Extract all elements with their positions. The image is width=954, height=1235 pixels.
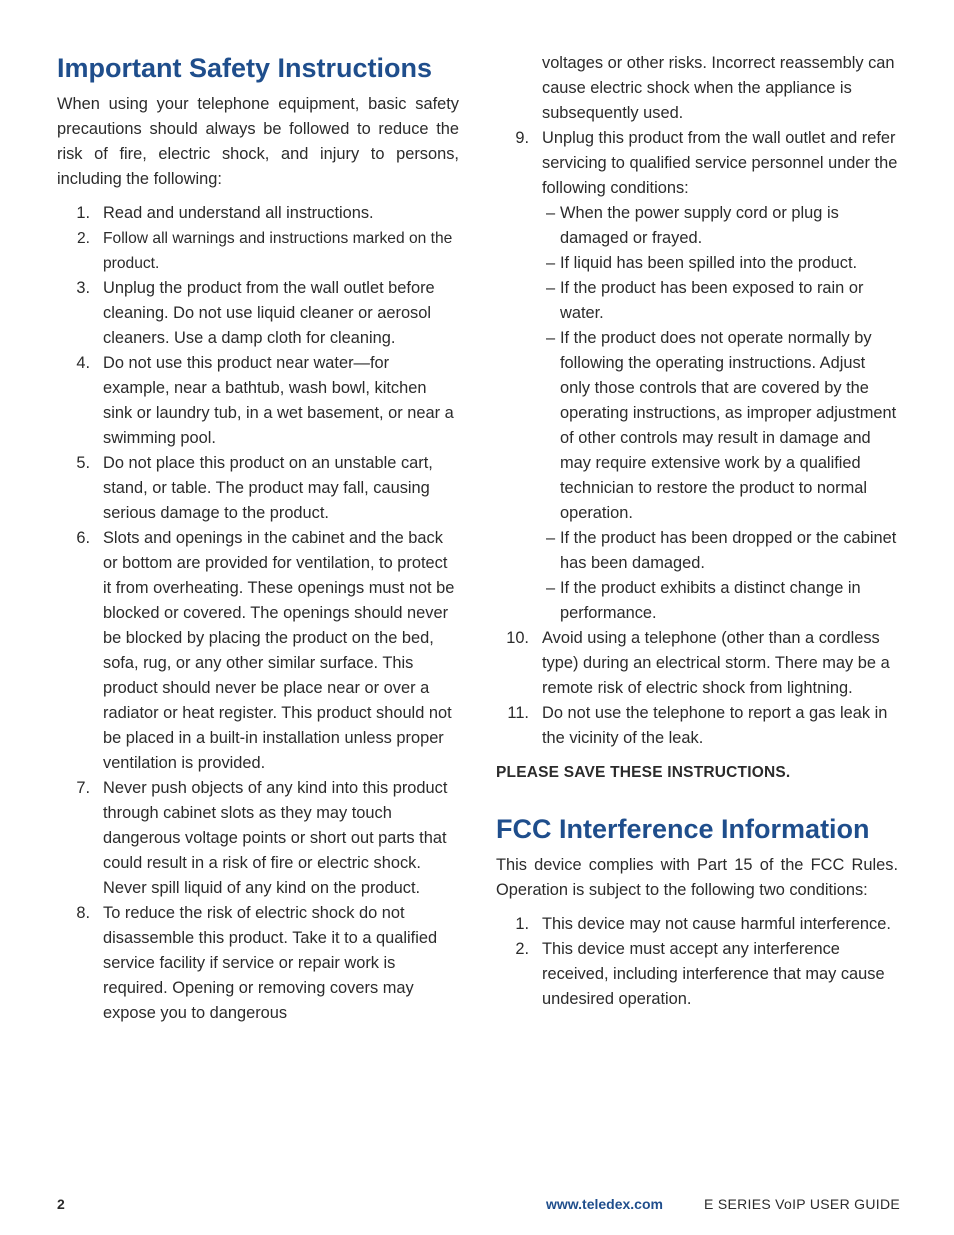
list-item: 6. Slots and openings in the cabinet and the back or bottom are provided for ventilation, to protect it from overheating. These openings must not be blocked or covered. The openings should never be blocked by placing the product on the bed, sofa, rug, or any other similar surface. This product should never be place near or over a radiator or heat register. This product should not be placed in a built-in installation unless proper ventilation is provided.: [76, 529, 455, 772]
safety-intro: When using your telephone equipment, basic safety precautions should always be followed to reduce the risk of fire, electric shock, and injury to persons, including the following:: [57, 95, 459, 188]
safety-list-left: [57, 201, 459, 1026]
left-column: [57, 0, 459, 1026]
safety-list-right: [496, 51, 898, 751]
conditions-list: [542, 201, 898, 626]
list-item: 10. Avoid using a telephone (other than a cordless type) during an electrical storm. There may be a remote risk of electric shock from lightning.: [506, 629, 890, 697]
fcc-intro: This device complies with Part 15 of the FCC Rules. Operation is subject to the following two conditions:: [496, 856, 898, 899]
list-item: 1. Read and understand all instructions.: [76, 204, 374, 222]
list-item: 4. Do not use this product near water—for example, near a bathtub, wash bowl, kitchen sink or laundry tub, in a wet basement, or near a swimming pool.: [76, 354, 454, 447]
condition-item: – If the product has been exposed to rain or water.: [546, 279, 864, 322]
condition-item: – If liquid has been spilled into the product.: [546, 254, 858, 272]
fcc-list: [496, 912, 898, 1012]
condition-item: – If the product has been dropped or the cabinet has been damaged.: [546, 529, 897, 572]
list-item: 2. Follow all warnings and instructions marked on the product.: [76, 230, 453, 272]
website-link[interactable]: www.teledex.com: [546, 1196, 663, 1212]
list-item: 3. Unplug the product from the wall outlet before cleaning. Do not use liquid cleaner or aerosol cleaners. Use a damp cloth for cleaning.: [76, 279, 435, 347]
list-item: 7. Never push objects of any kind into this product through cabinet slots as they may touch dangerous voltage points or short out parts that could result in a risk of fire or electric shock. Never spill liquid of any kind on the product.: [76, 779, 448, 897]
right-column: [496, 0, 898, 1012]
page-number: 2: [57, 1196, 65, 1212]
list-item: 9. Unplug this product from the wall outlet and refer servicing to qualified service personnel under the following conditions: – When the power supply cord or plug is damaged or frayed. – If liquid has been spilled into the product. – If the product has been exposed to rain or water. – If the product does not operate normally by following the operating instructions. Adjust only those controls that are covered by the operating instructions, as improper adjustment of other controls may result in damage and may require extensive work by a qualified technician to restore the product to normal operation. – If the product has been dropped or the cabinet has been damaged. – If the product exhibits a distinct change in performance.: [496, 126, 898, 626]
list-item: 8. To reduce the risk of electric shock do not disassemble this product. Take it to a qualified service facility if service or repair work is required. Opening or removing covers may expose you to dangerous: [76, 904, 438, 1022]
save-instructions-notice: PLEASE SAVE THESE INSTRUCTIONS.: [496, 764, 791, 781]
list-item: 2. This device must accept any interference received, including interference that may cause undesired operation.: [515, 940, 885, 1008]
guide-title: E SERIES VoIP USER GUIDE: [704, 1196, 901, 1212]
condition-item: – If the product exhibits a distinct change in performance.: [546, 579, 861, 622]
list-item: 5. Do not place this product on an unstable cart, stand, or table. The product may fall, causing serious damage to the product.: [76, 454, 433, 522]
fcc-heading: FCC Interference Information: [496, 814, 870, 844]
safety-heading: Important Safety Instructions: [57, 53, 433, 83]
condition-item: – If the product does not operate normally by following the operating instructions. Adjust only those controls that are covered by the operating instructions, as improper adjustment of other controls may result in damage and may require extensive work by a qualified technician to restore the product to normal operation.: [546, 329, 897, 522]
list-item: 1. This device may not cause harmful interference.: [515, 915, 891, 933]
condition-item: – When the power supply cord or plug is damaged or frayed.: [546, 204, 839, 247]
list-item-continued: voltages or other risks. Incorrect reassembly can cause electric shock when the appliance is subsequently used.: [542, 54, 895, 122]
list-item: 11. Do not use the telephone to report a gas leak in the vicinity of the leak.: [507, 704, 888, 747]
